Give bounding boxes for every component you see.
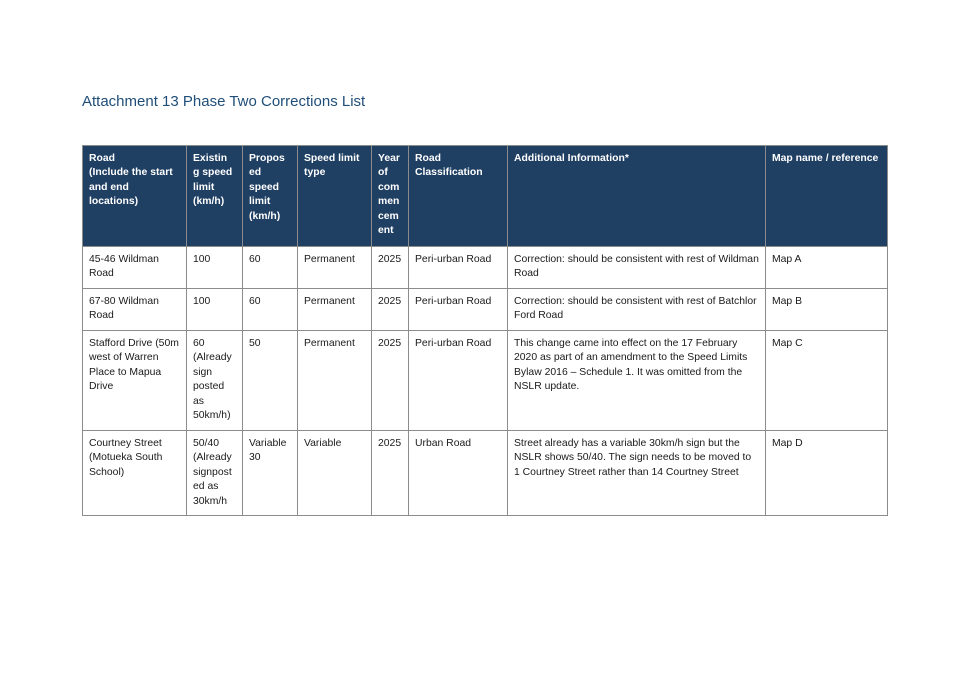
table-header-row — [83, 146, 888, 247]
document-title: Attachment 13 Phase Two Corrections List — [82, 93, 366, 110]
cell-road-classification: Peri-urban Road — [409, 331, 508, 431]
cell-map-reference: Map D — [766, 431, 888, 516]
cell-year: 2025 — [372, 431, 409, 516]
cell-proposed-speed: 50 — [243, 331, 298, 431]
cell-map-reference: Map C — [766, 331, 888, 431]
table-row — [83, 331, 888, 431]
cell-year: 2025 — [372, 247, 409, 289]
cell-speed-limit-type: Permanent — [298, 289, 372, 331]
table-row — [83, 289, 888, 331]
corrections-table — [82, 145, 888, 516]
cell-map-reference: Map B — [766, 289, 888, 331]
cell-speed-limit-type: Permanent — [298, 247, 372, 289]
cell-road: 45-46 Wildman Road — [83, 247, 187, 289]
cell-proposed-speed: 60 — [243, 247, 298, 289]
header-existing-speed: Existin g speed limit (km/h) — [187, 146, 243, 247]
cell-road: Courtney Street (Motueka South School) — [83, 431, 187, 516]
cell-map-reference: Map A — [766, 247, 888, 289]
cell-additional-information: Street already has a variable 30km/h sign but the NSLR shows 50/40. The sign needs to be moved to 1 Courtney Street rather than 14 Courtney Street — [508, 431, 766, 516]
cell-existing-speed: 50/40 (Already signpost ed as 30km/h — [187, 431, 243, 516]
cell-year: 2025 — [372, 331, 409, 431]
table-row — [83, 247, 888, 289]
cell-road: 67-80 Wildman Road — [83, 289, 187, 331]
cell-existing-speed: 100 — [187, 289, 243, 331]
cell-additional-information: Correction: should be consistent with rest of Batchlor Ford Road — [508, 289, 766, 331]
cell-speed-limit-type: Permanent — [298, 331, 372, 431]
cell-year: 2025 — [372, 289, 409, 331]
header-road-classification: Road Classification — [409, 146, 508, 247]
cell-additional-information: Correction: should be consistent with rest of Wildman Road — [508, 247, 766, 289]
header-speed-limit-type: Speed limit type — [298, 146, 372, 247]
header-map-reference: Map name / reference — [766, 146, 888, 247]
cell-road-classification: Peri-urban Road — [409, 247, 508, 289]
cell-road: Stafford Drive (50m west of Warren Place to Mapua Drive — [83, 331, 187, 431]
cell-road-classification: Peri-urban Road — [409, 289, 508, 331]
header-additional-information: Additional Information* — [508, 146, 766, 247]
cell-proposed-speed: 60 — [243, 289, 298, 331]
header-road: Road (Include the start and end locations) — [83, 146, 187, 247]
header-year: Year of com men cem ent — [372, 146, 409, 247]
cell-existing-speed: 100 — [187, 247, 243, 289]
table-row — [83, 431, 888, 516]
cell-additional-information: This change came into effect on the 17 February 2020 as part of an amendment to the Speed Limits Bylaw 2016 – Schedule 1. It was omitted from the NSLR update. — [508, 331, 766, 431]
cell-speed-limit-type: Variable — [298, 431, 372, 516]
header-proposed-speed: Propos ed speed limit (km/h) — [243, 146, 298, 247]
cell-existing-speed: 60 (Already sign posted as 50km/h) — [187, 331, 243, 431]
cell-proposed-speed: Variable 30 — [243, 431, 298, 516]
cell-road-classification: Urban Road — [409, 431, 508, 516]
